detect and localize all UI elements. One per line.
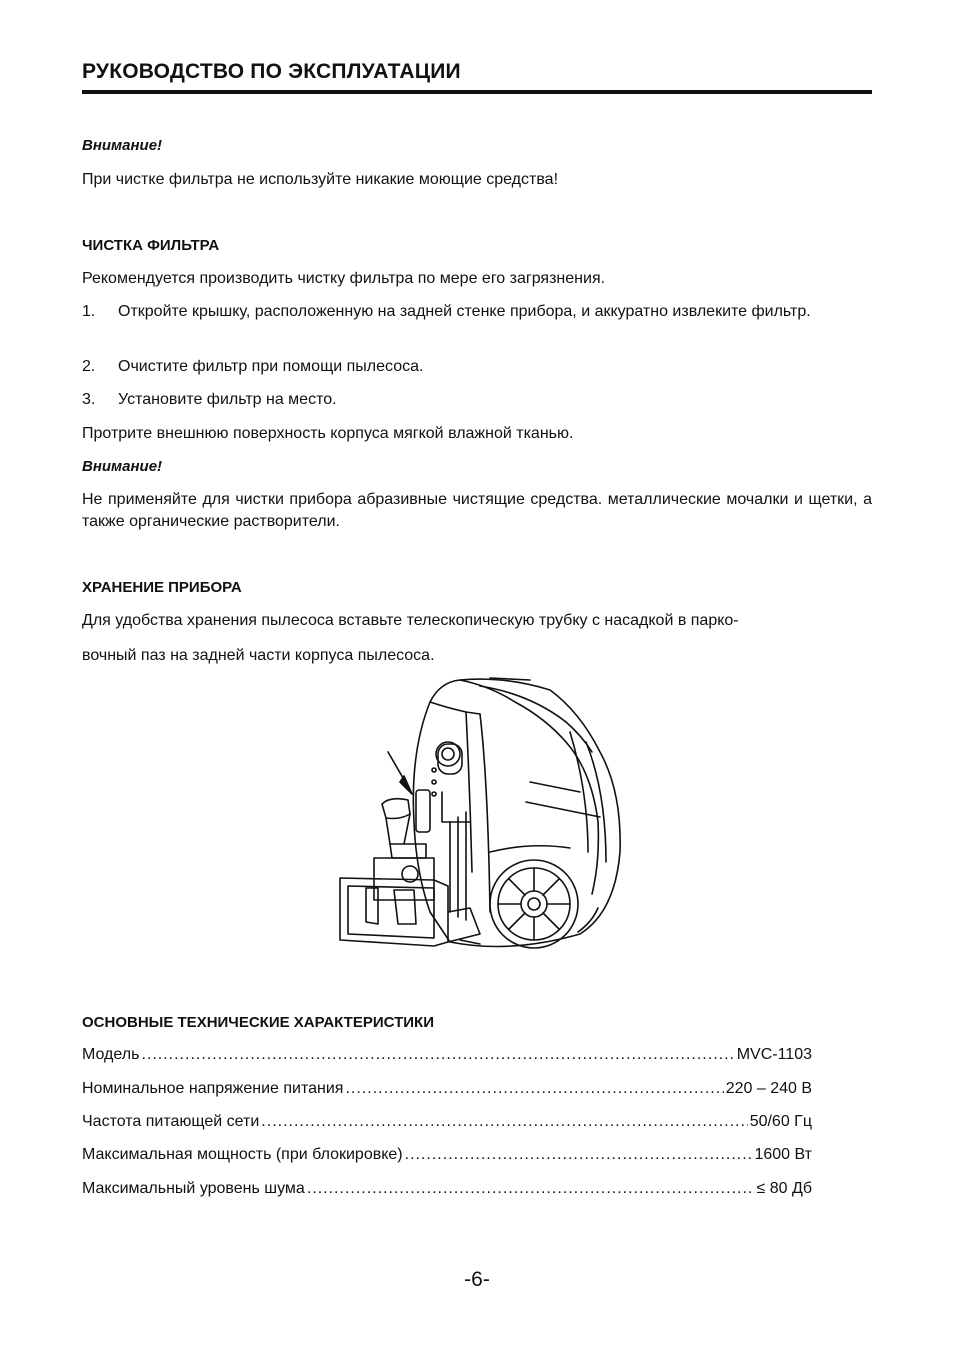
spec-label: Максимальный уровень шума [82, 1180, 305, 1197]
section-heading-storage: ХРАНЕНИЕ ПРИБОРА [82, 579, 242, 596]
dot-leader [307, 1178, 755, 1200]
spec-row [82, 1078, 812, 1100]
spec-label: Частота питающей сети [82, 1113, 260, 1130]
storage-text-line: Для удобства хранения пылесоса вставьте телескопическую трубку с насадкой в парко- [82, 612, 739, 629]
list-number: 2. [82, 358, 96, 375]
list-number: 1. [82, 303, 96, 320]
spec-label: Модель [82, 1046, 140, 1063]
dot-leader [405, 1144, 753, 1166]
filter-outro: Протрите внешнюю поверхность корпуса мягкой влажной тканью. [82, 425, 574, 442]
storage-text-line: вочный паз на задней части корпуса пылесоса. [82, 647, 435, 664]
section-heading-specs: ОСНОВНЫЕ ТЕХНИЧЕСКИЕ ХАРАКТЕРИСТИКИ [82, 1014, 434, 1031]
page-title: РУКОВОДСТВО ПО ЭКСПЛУАТАЦИИ [82, 60, 461, 83]
spec-row [82, 1111, 812, 1133]
spec-value: 220 – 240 В [725, 1080, 812, 1097]
spec-row [82, 1178, 812, 1200]
page-number: -6- [464, 1268, 490, 1291]
spec-row [82, 1144, 812, 1166]
list-number: 3. [82, 391, 96, 408]
vacuum-cleaner-icon [330, 672, 630, 970]
dot-leader [141, 1044, 734, 1066]
list-item: Откройте крышку, расположенную на задней стенке прибора, и аккуратно извлеките фильтр. [118, 303, 811, 320]
spec-row [82, 1044, 812, 1066]
warning-label: Внимание! [82, 458, 163, 475]
warning-text: Не применяйте для чистки прибора абразивные чистящие средства. металлические мочалки и щетки, а также органические растворители. [82, 491, 872, 530]
list-item: Очистите фильтр при помощи пылесоса. [118, 358, 424, 375]
warning-text: При чистке фильтра не используйте никакие моющие средства! [82, 171, 559, 188]
spec-label: Максимальная мощность (при блокировке) [82, 1146, 403, 1163]
filter-intro: Рекомендуется производить чистку фильтра по мере его загрязнения. [82, 270, 606, 287]
spec-value: MVC-1103 [736, 1046, 812, 1063]
warning-label: Внимание! [82, 137, 163, 154]
spec-value: 1600 Вт [754, 1146, 812, 1163]
spec-value: 50/60 Гц [749, 1113, 812, 1130]
spec-value: ≤ 80 Дб [756, 1180, 812, 1197]
list-item: Установите фильтр на место. [118, 391, 337, 408]
dot-leader [345, 1078, 723, 1100]
title-rule [82, 90, 872, 94]
spec-label: Номинальное напряжение питания [82, 1080, 344, 1097]
section-heading-filter: ЧИСТКА ФИЛЬТРА [82, 237, 220, 254]
dot-leader [261, 1111, 747, 1133]
